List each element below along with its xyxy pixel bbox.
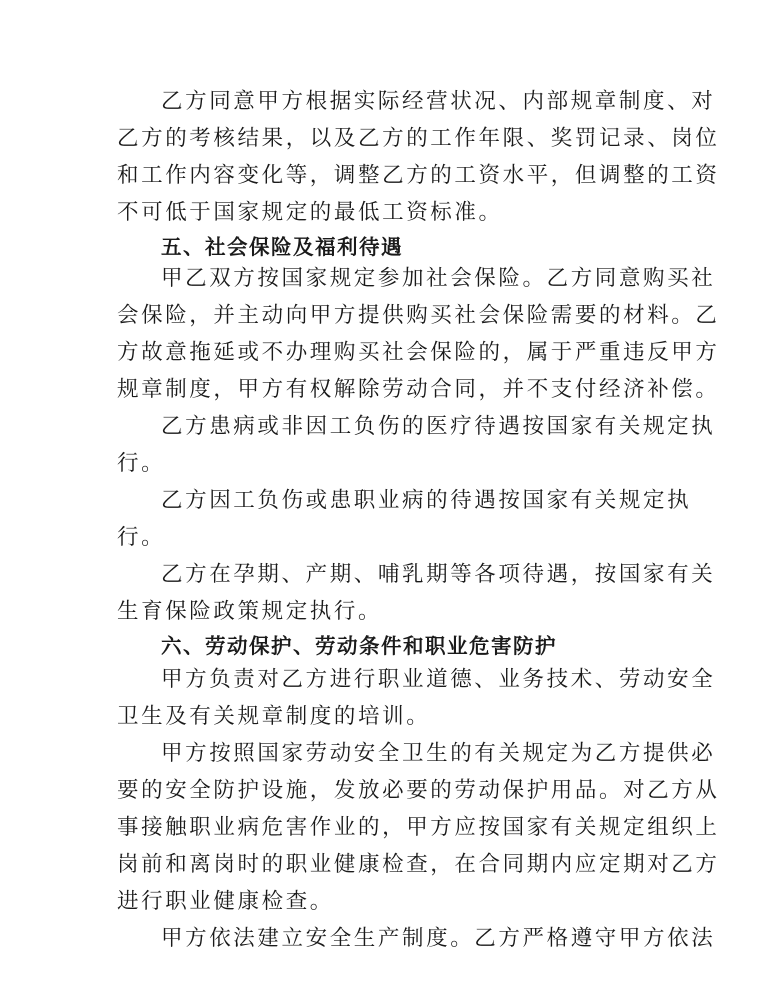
text-line: 甲乙双方按国家规定参加社会保险。乙方同意购买社 (161, 266, 716, 291)
text-line: 乙方在孕期、产期、哺乳期等各项待遇，按国家有关 (161, 562, 716, 587)
text-line: 乙方同意甲方根据实际经营状况、内部规章制度、对 (161, 89, 716, 114)
text-line: 行。 (117, 525, 166, 550)
section-heading: 六、劳动保护、劳动条件和职业危害防护 (161, 634, 557, 658)
text-line: 卫生及有关规章制度的培训。 (117, 704, 431, 729)
text-line: 生育保险政策规定执行。 (117, 599, 383, 624)
text-line: 和工作内容变化等，调整乙方的工资水平，但调整的工资 (117, 163, 720, 188)
text-line: 进行职业健康检查。 (117, 889, 334, 914)
text-line: 甲方按照国家劳动安全卫生的有关规定为乙方提供必 (161, 741, 716, 766)
text-line: 甲方依法建立安全生产制度。乙方严格遵守甲方依法 (161, 926, 716, 951)
text-line: 会保险，并主动向甲方提供购买社会保险需要的材料。乙 (117, 303, 720, 328)
text-line: 甲方负责对乙方进行职业道德、业务技术、劳动安全 (161, 667, 716, 692)
text-line: 岗前和离岗时的职业健康检查，在合同期内应定期对乙方 (117, 852, 720, 877)
text-line: 要的安全防护设施，发放必要的劳动保护用品。对乙方从 (117, 778, 720, 803)
text-line: 乙方患病或非因工负伤的医疗待遇按国家有关规定执 (161, 414, 716, 439)
text-line: 乙方因工负伤或患职业病的待遇按国家有关规定执 (161, 488, 692, 513)
text-line: 事接触职业病危害作业的，甲方应按国家有关规定组织上 (117, 815, 720, 840)
text-line: 行。 (117, 451, 166, 476)
section-heading: 五、社会保险及福利待遇 (161, 235, 403, 259)
text-line: 规章制度，甲方有权解除劳动合同，并不支付经济补偿。 (117, 377, 720, 402)
text-line: 不可低于国家规定的最低工资标准。 (117, 200, 503, 225)
text-line: 乙方的考核结果，以及乙方的工作年限、奖罚记录、岗位 (117, 126, 720, 151)
text-line: 方故意拖延或不办理购买社会保险的，属于严重违反甲方 (117, 340, 720, 365)
